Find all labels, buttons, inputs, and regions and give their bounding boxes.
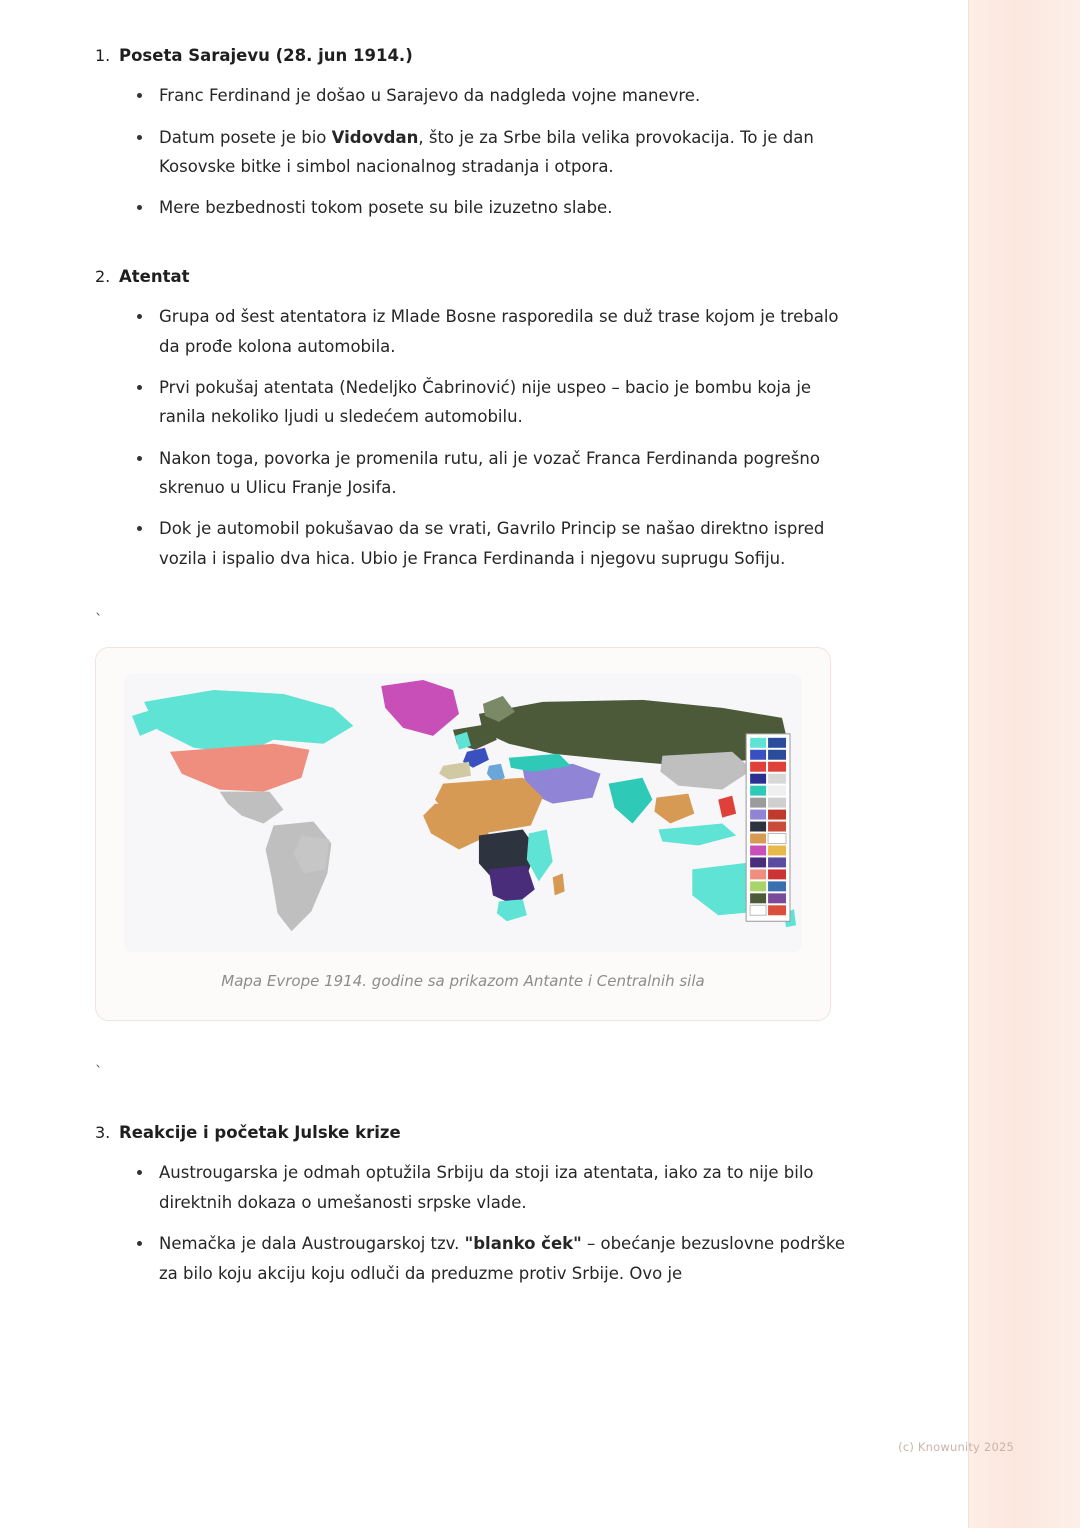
section-heading-2 (95, 265, 855, 288)
list-item: Franc Ferdinand je došao u Sarajevo da nadgleda vojne manevre. (135, 81, 855, 110)
section-title-2: Atentat (119, 266, 190, 286)
section-heading-3 (95, 1121, 855, 1144)
section-number-1: 1. (95, 46, 111, 65)
bold-blanko-cek: "blanko ček" (464, 1234, 582, 1254)
section-number-3: 3. (95, 1123, 111, 1143)
document-body (95, 44, 855, 573)
watermark: (c) Knowunity 2025 (898, 1440, 1014, 1454)
section-1-bullets (95, 81, 855, 222)
list-item: Grupa od šest atentatora iz Mlade Bosne rasporedila se duž trase kojom je trebalo da prođe kolona automobila. (135, 302, 855, 361)
list-item: Datum posete je bio Vidovdan, što je za Srbe bila velika provokacija. To je dan Kosovske bitke i simbol nacionalnog stradanja i otpora. (135, 123, 855, 182)
stray-backtick-2: ` (95, 1063, 103, 1082)
bold-vidovdan: Vidovdan (331, 127, 419, 147)
section-2-bullets (95, 302, 855, 573)
section-heading-1 (95, 44, 855, 67)
list-item: Mere bezbednosti tokom posete su bile izuzetno slabe. (135, 193, 855, 222)
section-3-bullets (95, 1158, 855, 1287)
world-map-svg (124, 674, 802, 951)
list-item: Austrougarska je odmah optužila Srbiju da stoji iza atentata, iako za to nije bilo direktnih dokaza o umešanosti srpske vlade. (135, 1158, 855, 1217)
document-body-continued (95, 1121, 855, 1288)
list-item: Nemačka je dala Austrougarskoj tzv. "blanko ček" – obećanje bezuslovne podrške za bilo koju akciju koju odluči da preduzme protiv Srbije. Ovo je (135, 1229, 855, 1288)
section-number-2: 2. (95, 266, 111, 286)
section-title-3: Reakcije i početak Julske krize (119, 1123, 401, 1143)
stray-backtick-1: ` (95, 611, 103, 630)
list-item: Dok je automobil pokušavao da se vrati, Gavrilo Princip se našao direktno ispred vozila i ispalio dva hica. Ubio je Franca Ferdinanda i njegovu suprugu Sofiju. (135, 514, 855, 573)
section-title-1: Poseta Sarajevu (28. jun 1914.) (119, 46, 413, 65)
list-item: Nakon toga, povorka je promenila rutu, ali je vozač Franca Ferdinanda pogrešno skrenuo u Ulicu Franje Josifa. (135, 444, 855, 503)
figure-card (95, 647, 831, 1021)
world-map-1914 (124, 674, 802, 952)
list-item: Prvi pokušaj atentata (Nedeljko Čabrinović) nije uspeo – bacio je bombu koja je ranila nekoliko ljudi u sledećem automobilu. (135, 373, 855, 432)
figure-caption: Mapa Evrope 1914. godine sa prikazom Antante i Centralnih sila (221, 972, 705, 991)
